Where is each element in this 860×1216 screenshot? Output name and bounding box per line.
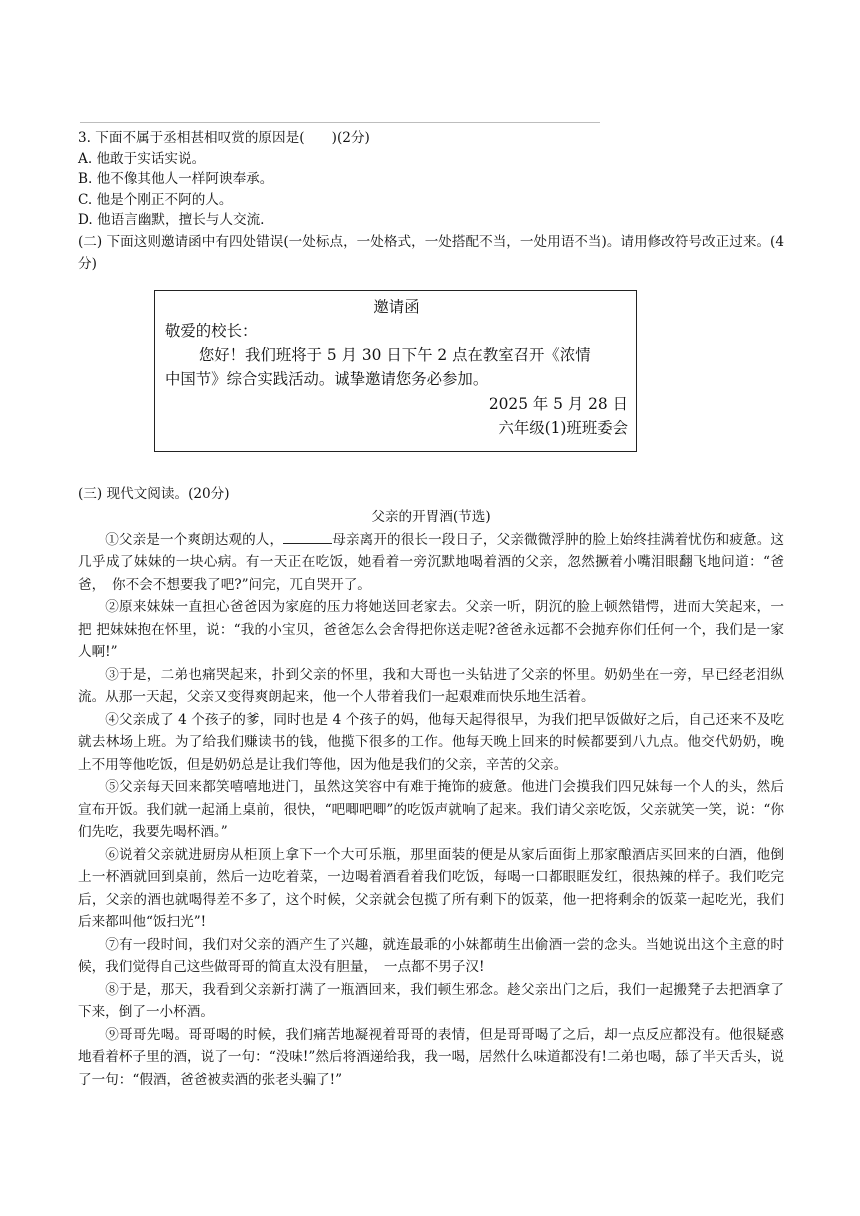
article-paragraph-1 [78, 529, 784, 597]
letter-date: 2025 年 5 月 28 日 [488, 394, 628, 413]
question-3 [78, 128, 784, 231]
letter-sender: 六年级(1)班班委会 [498, 418, 628, 437]
question-3-stem: 3. 下面不属于丞相甚相叹赏的原因是( )(2分) [78, 130, 370, 146]
section-3-heading: (三) 现代文阅读。(20分) [78, 485, 230, 502]
option-a: A. 他敢于实话实说。 [78, 150, 206, 167]
option-b: B. 他不像其他人一样阿谀奉承。 [78, 171, 274, 187]
option-c: C. 他是个刚正不阿的人。 [78, 191, 233, 208]
top-divider [80, 122, 600, 123]
article-paragraph-5: ⑤父亲每天回来都笑嘻嘻地进门，虽然这笑容中有难于掩饰的疲惫。他进门会摸我们四兄妹每一个人的头，然后宣布开饭。我们就一起涌上桌前，很快，“吧唧吧唧”的吃饭声就响了起来。我们请父亲吃饭，父亲就笑一笑，说：“你们先吃，我要先喝杯酒。” [78, 779, 784, 840]
paragraph-1-rest: 母亲离开的很长一段日子，父亲微微浮肿的脸上始终挂满着忧伤和疲惫。这几乎成了妹妹的一块心病。有一天正在吃饭，她看着一旁沉默地喝着酒的父亲，忽然撅着小嘴泪眼翻飞地问道：“爸爸， 你不会不想要我了吧?”问完，兀自哭开了。 [78, 531, 785, 593]
letter-body-line-2: 中国节》综合实践活动。诚挚邀请您务必参加。 [165, 370, 489, 389]
article-paragraph-9: ⑨哥哥先喝。哥哥喝的时候，我们痛苦地凝视着哥哥的表情，但是哥哥喝了之后，却一点反应都没有。他很疑惑地看着杯子里的酒，说了一句：“没味!”然后将酒递给我，我一喝，居然什么味道都没有!二弟也喝，舔了半天舌头，说了一句：“假酒，爸爸被卖酒的张老头骗了!” [78, 1026, 784, 1088]
article-paragraph-2: ②原来妹妹一直担心爸爸因为家庭的压力将她送回老家去。父亲一听，阴沉的脸上顿然错愕，进而大笑起来，一把 把妹妹抱在怀里，说：“我的小宝贝，爸爸怎么会舍得把你送走呢?爸爸永远都不会抛弃你们任何一个，我们是一家人啊!” [78, 599, 784, 660]
article-paragraph-8: ⑧于是，那天，我看到父亲新打满了一瓶酒回来，我们顿生邪念。趁父亲出门之后，我们一起搬凳子去把酒拿了下来，倒了一小杯酒。 [78, 981, 784, 1020]
letter-title: 邀请函 [373, 297, 420, 316]
article-paragraph-3: ③于是，二弟也痛哭起来，扑到父亲的怀里，我和大哥也一头钻进了父亲的怀里。奶奶坐在一旁，早已经老泪纵流。从那一天起，父亲又变得爽朗起来，他一个人带着我们一起艰难而快乐地生活着。 [78, 666, 784, 705]
letter-salutation: 敬爱的校长： [165, 321, 258, 340]
section-2-prompt: (二) 下面这则邀请函中有四处错误(一处标点，一处格式，一处搭配不当，一处用语不当)。请用修改符号改正过来。(4分) [78, 233, 784, 272]
letter-body-line-1: 您好！我们班将于 5 月 30 日下午 2 点在教室召开《浓情 [198, 346, 591, 365]
paragraph-1-start: ①父亲是一个爽朗达观的人， [105, 531, 284, 548]
article-paragraph-4: ④父亲成了 4 个孩子的爹，同时也是 4 个孩子的妈，他每天起得很早，为我们把早饭做好之后，自己还来不及吃就去林场上班。为了给我们赚读书的钱，他揽下很多的工作。他每天晚上回来的时候都要到八九点。他交代奶奶，晚上不用等他吃饭，但是奶奶总是让我们等他，因为他是我们的父亲，辛苦的父亲。 [78, 711, 784, 773]
fill-in-blank[interactable] [283, 530, 332, 544]
exam-page [78, 128, 784, 1091]
article-paragraph-7: ⑦有一段时间，我们对父亲的酒产生了兴趣，就连最乖的小妹都萌生出偷酒一尝的念头。当她说出这个主意的时候，我们觉得自己这些做哥哥的简直太没有胆量， 一点都不男子汉! [78, 936, 784, 975]
invitation-letter [154, 290, 637, 452]
article-paragraph-6: ⑥说着父亲就进厨房从柜顶上拿下一个大可乐瓶，那里面装的便是从家后面街上那家酿酒店买回来的白酒，他倒上一杯酒就回到桌前，然后一边吃着菜，一边喝着酒看着我们吃饭，每喝一口都眼眶发红，很热辣的样子。我们吃完后，父亲的酒也就喝得差不多了，这个时候，父亲就会包揽了所有剩下的饭菜，他一把将剩余的饭菜一起吃光，我们后来都叫他“饭扫光”! [78, 846, 784, 930]
article-title: 父亲的开胃酒(节选) [371, 508, 491, 525]
option-d: D. 他语言幽默，擅长与人交流. [78, 212, 265, 228]
